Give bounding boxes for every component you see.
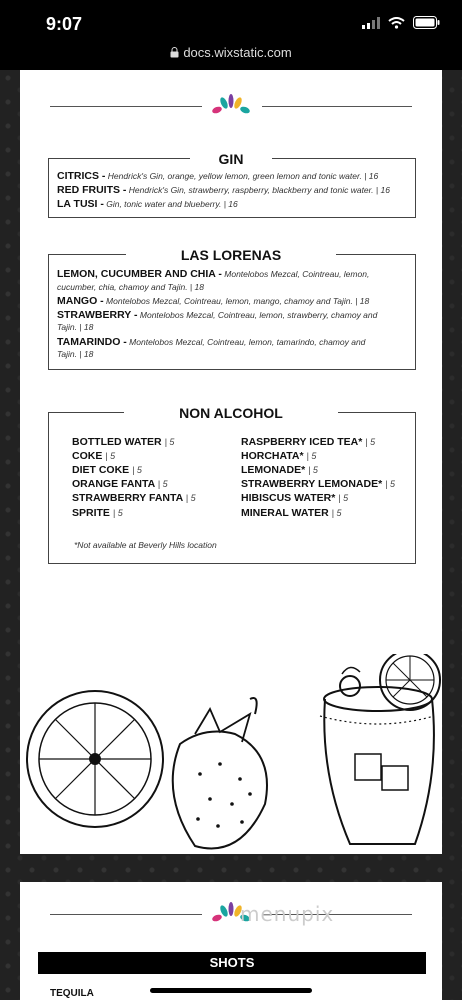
menu-item-desc-cont: Tajin. | 18	[57, 322, 94, 332]
las-lorenas-title: LAS LORENAS	[180, 247, 282, 263]
shots-first-item: TEQUILA	[50, 988, 94, 999]
menu-item: HIBISCUS WATER* | 5	[241, 492, 349, 504]
menu-item: CITRICS - Hendrick's Gin, orange, yellow lemon, green lemon and tonic water. | 16	[57, 170, 379, 182]
address-bar[interactable]	[0, 44, 462, 70]
top-divider-left	[50, 106, 202, 107]
non-alcohol-title: NON ALCOHOL	[179, 405, 283, 421]
menu-item: SPRITE | 5	[72, 507, 123, 519]
menu-item: BOTTLED WATER | 5	[72, 436, 175, 448]
drink-glass-icon	[320, 667, 434, 844]
status-time: 9:07	[46, 14, 83, 34]
shots-title: SHOTS	[38, 952, 426, 974]
status-bar	[0, 0, 462, 44]
menu-item: HORCHATA* | 5	[241, 450, 317, 462]
battery-icon	[413, 16, 440, 29]
url-text: docs.wixstatic.com	[183, 45, 292, 61]
orange-slice-icon	[27, 691, 163, 827]
menu-item: MANGO - Montelobos Mezcal, Cointreau, lemon, mango, chamoy and Tajin. | 18	[57, 295, 370, 307]
flower-logo-icon	[211, 94, 251, 116]
gin-title: GIN	[218, 151, 244, 167]
menu-item: MINERAL WATER | 5	[241, 507, 342, 519]
availability-note: *Not available at Beverly Hills location	[74, 540, 217, 550]
menu-item: RASPBERRY ICED TEA* | 5	[241, 436, 376, 448]
menu-item: LA TUSI - Gin, tonic water and blueberry. | 16	[57, 198, 238, 210]
strawberry-icon	[173, 698, 267, 848]
menu-item: DIET COKE | 5	[72, 464, 142, 476]
menu-item: LEMONADE* | 5	[241, 464, 318, 476]
menu-item: LEMON, CUCUMBER AND CHIA - Montelobos Mezcal, Cointreau, lemon,	[57, 268, 370, 280]
page2-divider-left	[50, 914, 202, 915]
status-icons	[362, 16, 440, 29]
lock-icon	[170, 47, 179, 58]
menu-item: STRAWBERRY FANTA | 5	[72, 492, 196, 504]
lemon-wheel-icon	[380, 654, 440, 710]
menu-item: ORANGE FANTA | 5	[72, 478, 168, 490]
menu-card-page-2	[20, 882, 442, 1000]
signal-icon	[362, 17, 380, 29]
menu-item: RED FRUITS - Hendrick's Gin, strawberry, raspberry, blackberry and tonic water. | 16	[57, 184, 390, 196]
home-indicator[interactable]	[150, 988, 312, 993]
watermark: menupix	[240, 902, 335, 926]
menu-item: STRAWBERRY LEMONADE* | 5	[241, 478, 395, 490]
top-divider-right	[262, 106, 412, 107]
menu-item: TAMARINDO - Montelobos Mezcal, Cointreau, lemon, tamarindo, chamoy and	[57, 336, 366, 348]
menu-item: COKE | 5	[72, 450, 116, 462]
menu-item-desc-cont: Tajin. | 18	[57, 349, 94, 359]
menu-item-desc-cont: cucumber, chia, chamoy and Tajin. | 18	[57, 282, 204, 292]
menu-item: STRAWBERRY - Montelobos Mezcal, Cointreau, lemon, strawberry, chamoy and	[57, 309, 378, 321]
wifi-icon	[388, 17, 405, 29]
fruit-drink-illustration	[20, 654, 442, 854]
